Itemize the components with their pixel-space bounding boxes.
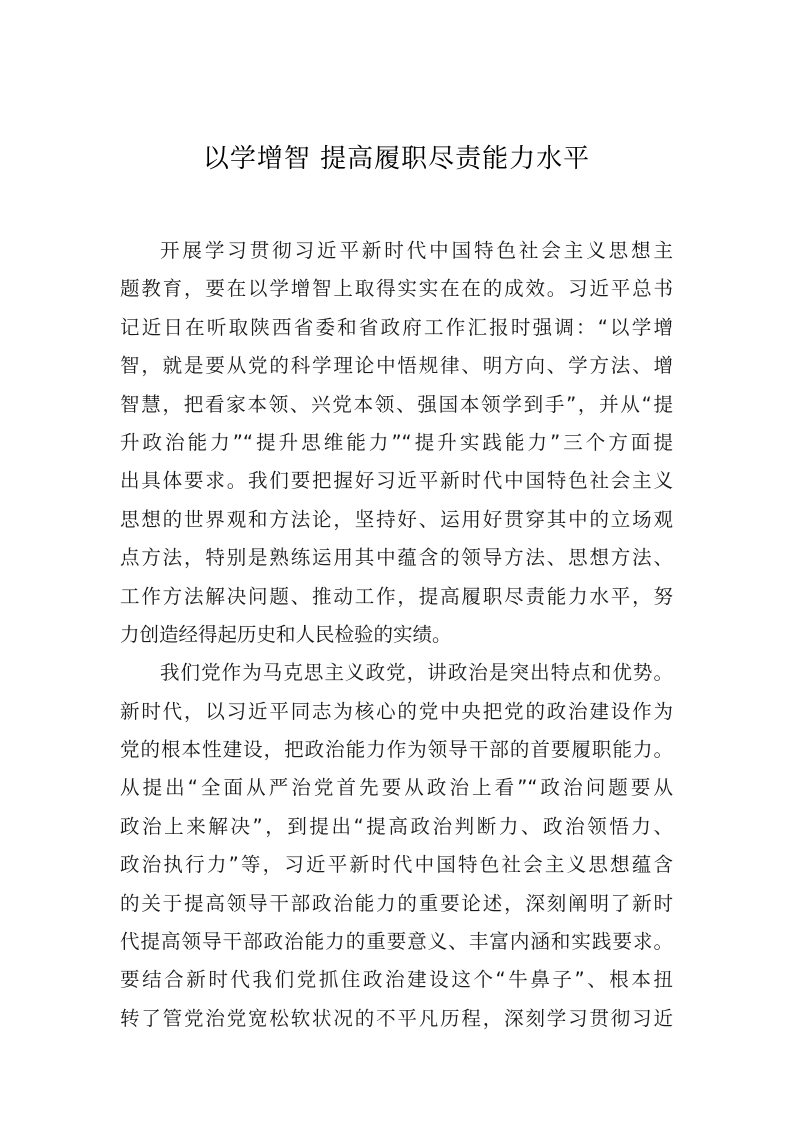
document-body [120,232,673,1038]
paragraph-2-line-7: 的关于提高领导干部政治能力的重要论述，深刻阐明了新时 [120,891,673,915]
paragraph-2-line-8: 代提高领导干部政治能力的重要意义、丰富内涵和实践要求。 [120,930,673,954]
paragraph-1-line-7: 出具体要求。我们要把握好习近平新时代中国特色社会主义 [120,469,673,493]
paragraph-2-line-1: 我们党作为马克思主义政党，讲政治是突出特点和优势。 [160,661,673,685]
paragraph-1-line-4: 智，就是要从党的科学理论中悟规律、明方向、学方法、增 [120,354,673,378]
paragraph-2-line-10: 转了管党治党宽松软状况的不平凡历程，深刻学习贯彻习近 [120,1006,673,1030]
paragraph-1-line-5: 智慧，把看家本领、兴党本领、强国本领学到手”，并从“提 [120,392,673,416]
paragraph-1-line-2: 题教育，要在以学增智上取得实实在在的成效。习近平总书 [120,277,673,301]
paragraph-1-line-3: 记近日在听取陕西省委和省政府工作汇报时强调：“以学增 [120,315,673,339]
paragraph-2-line-4: 从提出“全面从严治党首先要从政治上看”“政治问题要从 [120,776,673,800]
paragraph-2-line-6: 政治执行力”等，习近平新时代中国特色社会主义思想蕴含 [120,853,673,877]
paragraph-2-line-2: 新时代，以习近平同志为核心的党中央把党的政治建设作为 [120,699,673,723]
document-title: 以学增智 提高履职尽责能力水平 [202,144,591,174]
paragraph-2-line-5: 政治上来解决”，到提出“提高政治判断力、政治领悟力、 [120,814,673,838]
paragraph-1-line-8: 思想的世界观和方法论，坚持好、运用好贯穿其中的立场观 [120,507,673,531]
paragraph-2-line-3: 党的根本性建设，把政治能力作为领导干部的首要履职能力。 [120,738,673,762]
paragraph-1-line-9: 点方法，特别是熟练运用其中蕴含的领导方法、思想方法、 [120,546,673,570]
paragraph-2-line-9: 要结合新时代我们党抓住政治建设这个“牛鼻子”、根本扭 [120,968,673,992]
paragraph-1-line-10: 工作方法解决问题、推动工作，提高履职尽责能力水平，努 [120,584,673,608]
paragraph-1-line-11: 力创造经得起历史和人民检验的实绩。 [120,622,452,646]
paragraph-1-line-1: 开展学习贯彻习近平新时代中国特色社会主义思想主 [160,239,673,262]
paragraph-1-line-6: 升政治能力”“提升思维能力”“提升实践能力”三个方面提 [120,430,673,454]
